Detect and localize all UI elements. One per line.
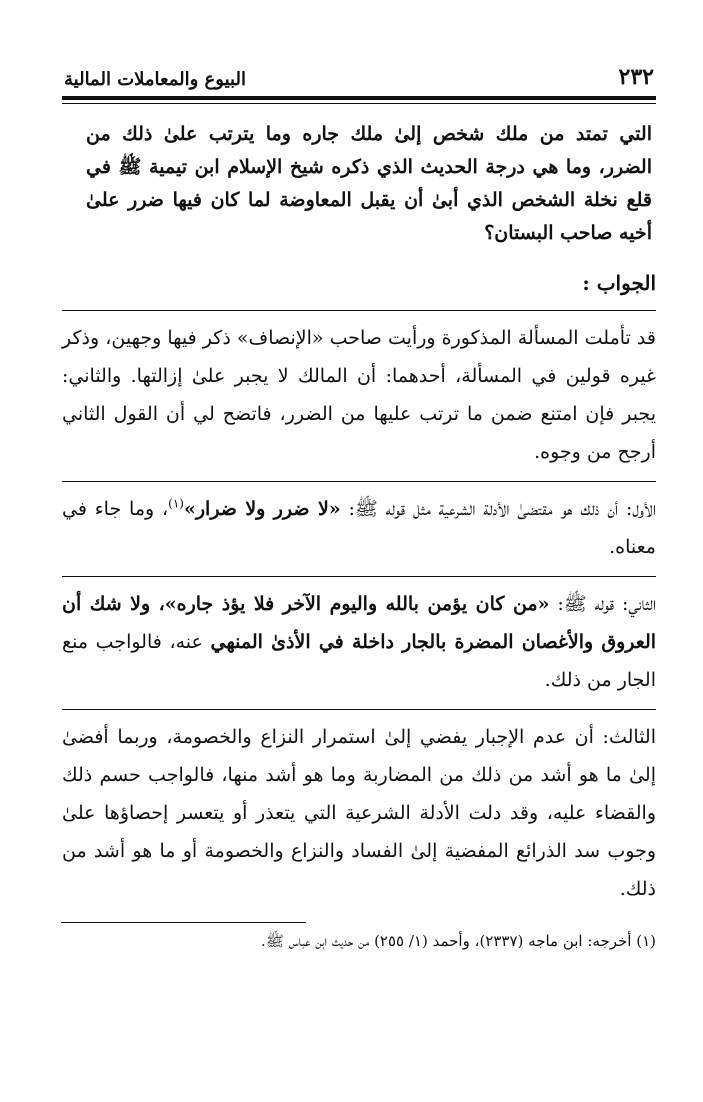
answer-heading: الجواب : — [582, 271, 656, 295]
page-number: ٢٣٢ — [618, 64, 654, 90]
second-point-tail: عنه، فالواجب منع الجار من ذلك. — [62, 631, 656, 691]
first-point-tail: ، وما جاء في معناه. — [62, 498, 656, 558]
footnote: (١) أخرجه: ابن ماجه (٢٣٣٧)، وأحمد (١/ ٢٥٥) من حديث ابن عباس ﷺ. — [260, 932, 656, 950]
answer-intro: قد تأملت المسألة المذكورة ورأيت صاحب «الإنصاف» ذكر فيها وجهين، وذكر غيره قولين في المسألة، أحدهما: أن المالك لا يجبر علىٰ إزالتها. والثاني: يجبر فإن امتنع ضمن ما ترتب عليها من الضرر، فاتضح لي أن القول الثاني أرجح من وجوه. — [62, 327, 656, 463]
second-point-bold-tail: ، ولا شك أن العروق والأغصان المضرة بالجار داخلة في الأذىٰ المنهي — [62, 593, 657, 653]
second-point — [62, 585, 656, 699]
section-divider — [62, 576, 656, 577]
footnote-rule — [61, 922, 306, 923]
running-title: البيوع والمعاملات المالية — [64, 69, 246, 90]
first-point-quote: «لا ضرر ولا ضرار» — [183, 498, 341, 520]
second-point-quote: «من كان يؤمن بالله واليوم الآخر فلا يؤذ جاره» — [164, 593, 550, 615]
first-point — [62, 490, 656, 566]
answer-heading-rule — [62, 310, 656, 311]
footnote-ref[interactable]: (١) — [168, 496, 184, 511]
section-divider — [62, 709, 656, 710]
section-divider — [62, 481, 656, 482]
second-point-lead: الثاني: قوله ﷺ: — [549, 593, 656, 615]
third-point: الثالث: أن عدم الإجبار يفضي إلىٰ استمرار النزاع والخصومة، وربما أفضىٰ إلىٰ ما هو أشد من ذلك من المضاربة وما هو أشد منها، فالواجب حسم ذلك والقضاء عليه، وقد دلت الأدلة الشرعية التي يتعذر أو يتعسر إحصاؤها علىٰ وجوب سد الذرائع المفضية إلىٰ الفساد والنزاع والخصومة أو ما هو أشد من ذلك. — [62, 726, 656, 900]
header-rule-thick — [62, 96, 656, 100]
header-rule-thin — [62, 103, 656, 104]
page-header — [62, 50, 656, 90]
question-text: التي تمتد من ملك شخص إلىٰ ملك جاره وما يترتب علىٰ ذلك من الضرر، وما هي درجة الحديث الذي ذكره شيخ الإسلام ابن تيمية ﷺ في قلع نخلة الشخص الذي أبىٰ أن يقبل المعاوضة لما كان فيها ضرر علىٰ أخيه صاحب البستان؟ — [86, 123, 652, 244]
book-page — [62, 50, 656, 953]
first-point-lead: الأول: أن ذلك هو مقتضىٰ الأدلة الشرعية مثل قوله ﷺ: — [340, 498, 656, 520]
